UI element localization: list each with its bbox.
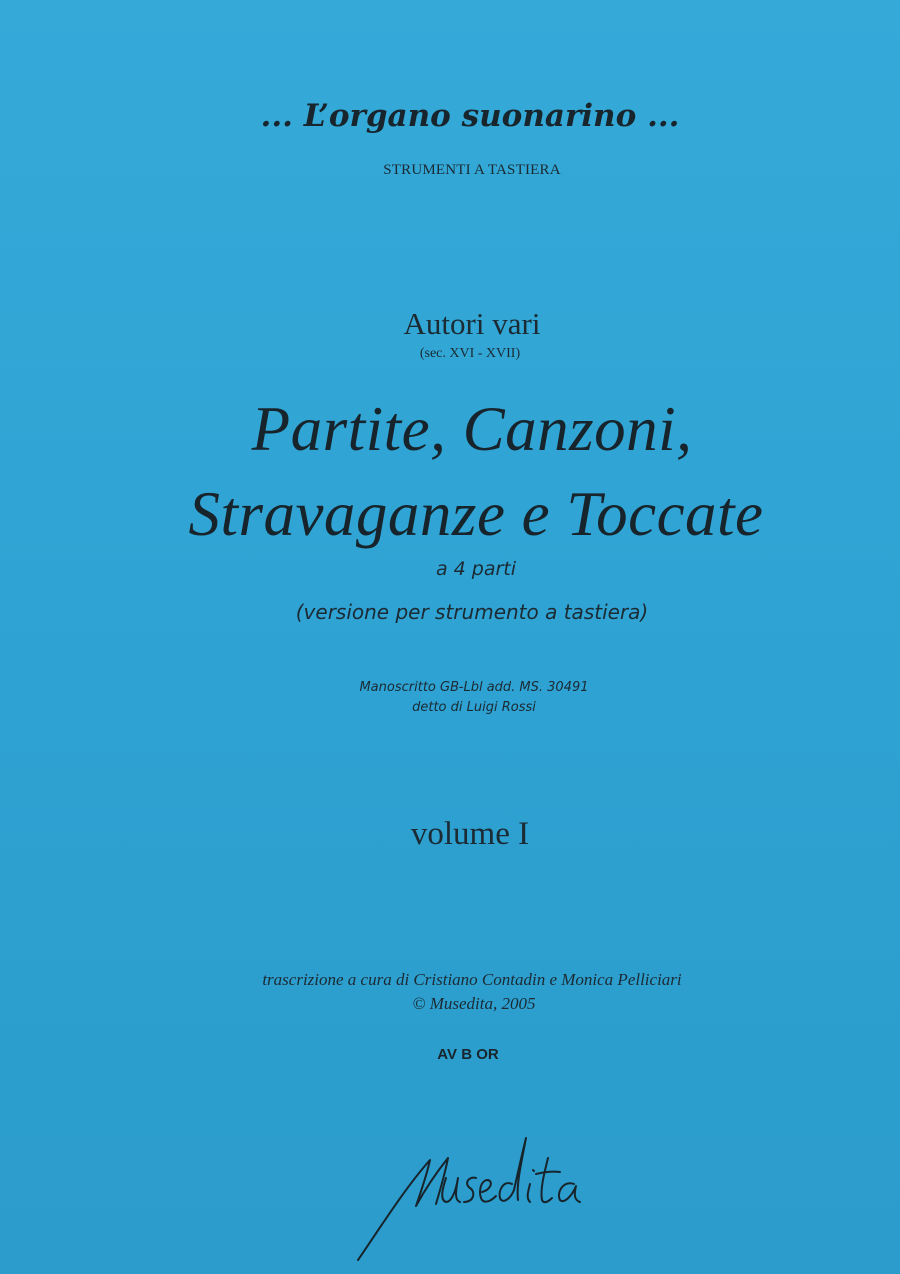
version-note: (versione per strumento a tastiera) bbox=[295, 600, 649, 624]
catalog-code: AV B OR bbox=[437, 1046, 499, 1063]
series-subtitle: STRUMENTI A TASTIERA bbox=[383, 162, 561, 178]
manuscript-attribution: detto di Luigi Rossi bbox=[412, 700, 536, 715]
main-title-line-1: Partite, Canzoni, bbox=[251, 394, 693, 464]
volume-label: volume I bbox=[410, 816, 530, 852]
series-title: ... L’organo suonarino ... bbox=[260, 98, 680, 134]
copyright-notice: © Musedita, 2005 bbox=[412, 994, 536, 1013]
transcription-credits: trascrizione a cura di Cristiano Contadin e Monica Pelliciari bbox=[262, 970, 682, 989]
parts-note: a 4 parti bbox=[435, 558, 517, 580]
main-title-line-2: Stravaganze e Toccate bbox=[188, 479, 764, 549]
manuscript-reference: Manoscritto GB-Lbl add. MS. 30491 bbox=[359, 680, 589, 695]
century-note: (sec. XVI - XVII) bbox=[419, 346, 521, 361]
musedita-logo bbox=[350, 1108, 600, 1268]
author: Autori vari bbox=[403, 306, 541, 341]
